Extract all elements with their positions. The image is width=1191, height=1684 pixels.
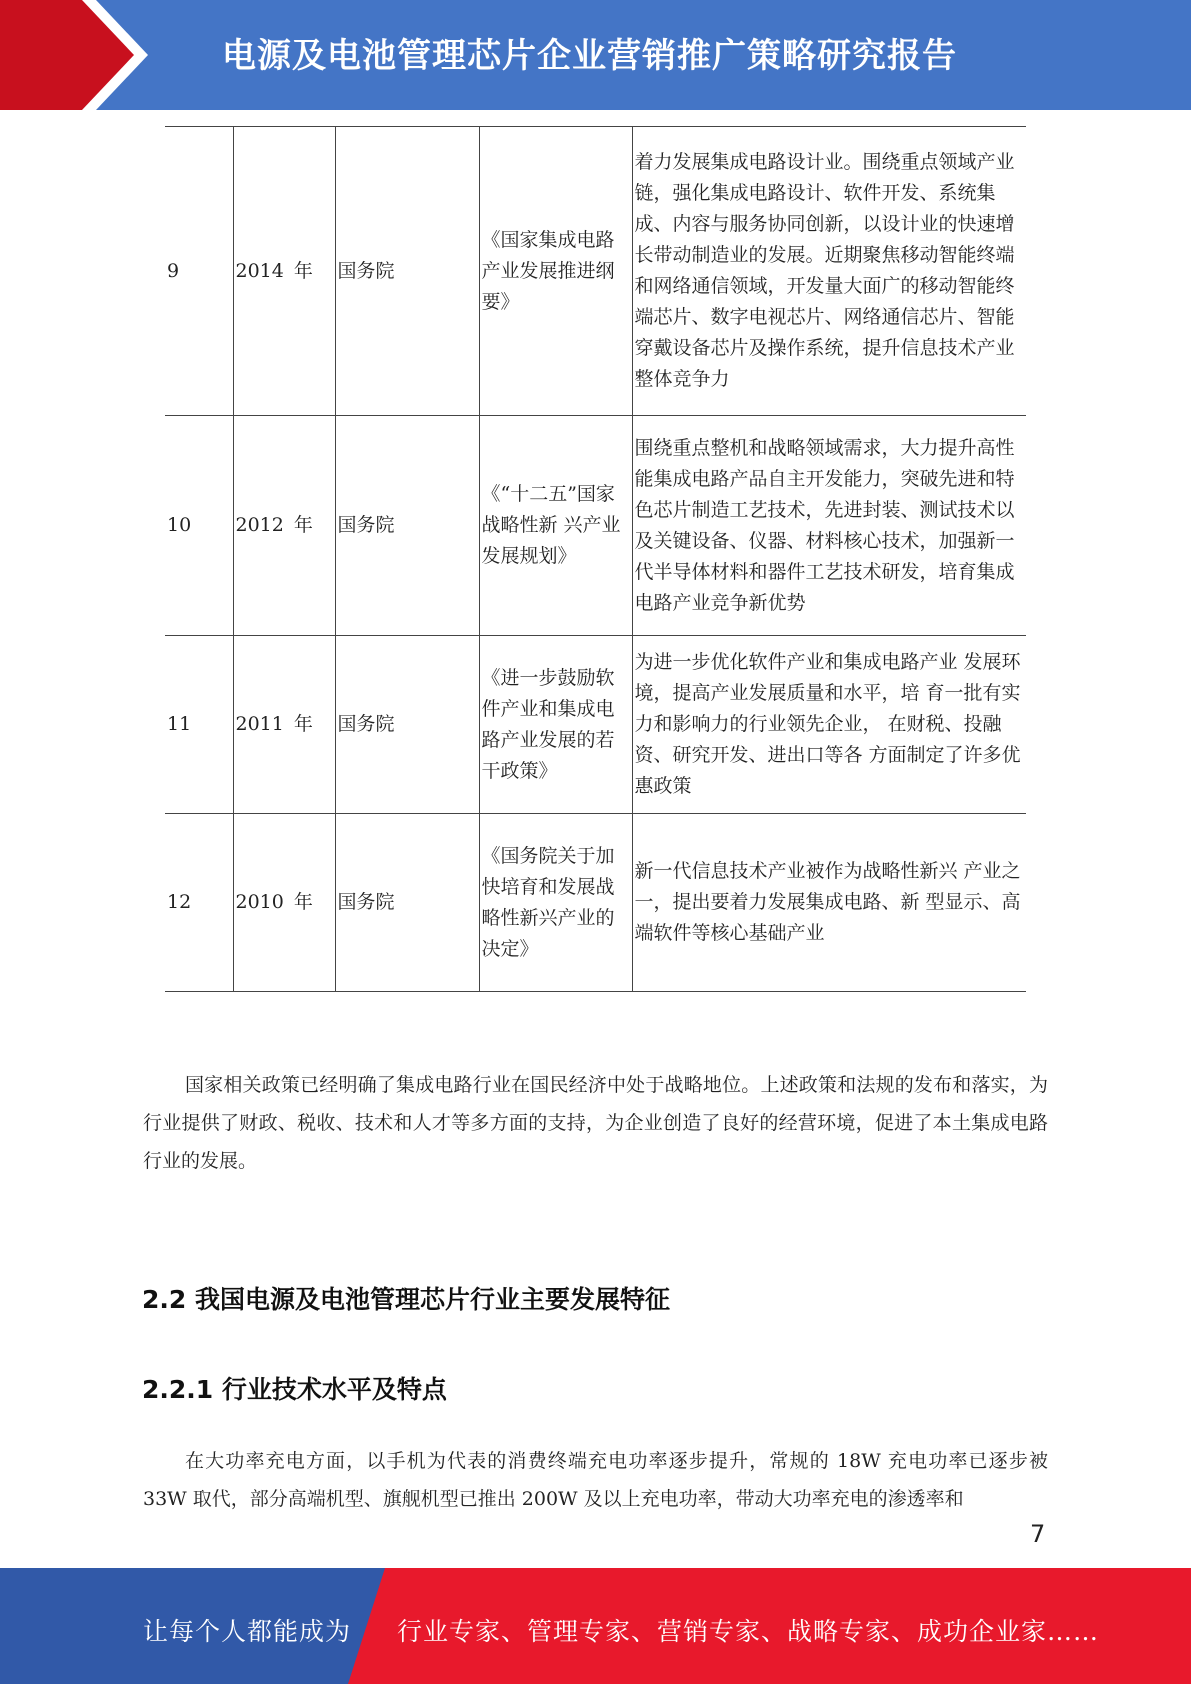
row-policy-content: 新一代信息技术产业被作为战略性新兴 产业之一，提出要着力发展集成电路、新 型显示、高端软件等核心基础产业 [632, 814, 1026, 992]
section-heading: 2.2 我国电源及电池管理芯片行业主要发展特征 [142, 1285, 670, 1314]
row-year: 2014 年 [233, 127, 335, 416]
row-issuer: 国务院 [335, 416, 479, 636]
table-row [165, 636, 1026, 814]
footer-slogan-right: 行业专家、管理专家、营销专家、战略专家、成功企业家…… [397, 1617, 1100, 1646]
body-paragraph: 国家相关政策已经明确了集成电路行业在国民经济中处于战略地位。上述政策和法规的发布和落实，为行业提供了财政、税收、技术和人才等多方面的支持，为企业创造了良好的经营环境，促进了本土集成电路行业的发展。 [143, 1074, 1048, 1172]
row-policy-name: 《进一步鼓励软件产业和集成电路产业发展的若干政策》 [479, 636, 632, 814]
row-year: 2010 年 [233, 814, 335, 992]
header-chevron-decoration [0, 0, 160, 110]
row-policy-name: 《“十二五”国家战略性新 兴产业发展规划》 [479, 416, 632, 636]
table-row [165, 416, 1026, 636]
row-number: 9 [165, 127, 233, 416]
row-number: 12 [165, 814, 233, 992]
row-number: 10 [165, 416, 233, 636]
footer-slogan-left: 让每个人都能成为 [143, 1617, 352, 1646]
row-issuer: 国务院 [335, 814, 479, 992]
row-issuer: 国务院 [335, 636, 479, 814]
page-header [0, 0, 1191, 110]
row-number: 11 [165, 636, 233, 814]
row-policy-name: 《国家集成电路产业发展推进纲要》 [479, 127, 632, 416]
table-row [165, 814, 1026, 992]
subsection-heading: 2.2.1 行业技术水平及特点 [142, 1375, 447, 1404]
policy-table [165, 126, 1026, 992]
body-paragraph: 在大功率充电方面，以手机为代表的消费终端充电功率逐步提升，常规的 18W 充电功率已逐步被 33W 取代，部分高端机型、旗舰机型已推出 200W 及以上充电功率，带动大功率充电的渗透率和 [143, 1450, 1048, 1510]
row-year: 2011 年 [233, 636, 335, 814]
page-footer [0, 1568, 1191, 1684]
page-number: 7 [1030, 1520, 1046, 1548]
row-year: 2012 年 [233, 416, 335, 636]
report-title: 电源及电池管理芯片企业营销推广策略研究报告 [222, 36, 957, 76]
row-policy-content: 围绕重点整机和战略领域需求，大力提升高性能集成电路产品自主开发能力，突破先进和特色芯片制造工艺技术，先进封装、测试技术以及关键设备、仪器、材料核心技术，加强新一代半导体材料和器件工艺技术研发，培育集成电路产业竞争新优势 [632, 416, 1026, 636]
table-row [165, 127, 1026, 416]
row-policy-content: 为进一步优化软件产业和集成电路产业 发展环境，提高产业发展质量和水平，培 育一批有实力和影响力的行业领先企业， 在财税、投融资、研究开发、进出口等各 方面制定了许多优惠政策 [632, 636, 1026, 814]
row-issuer: 国务院 [335, 127, 479, 416]
row-policy-name: 《国务院关于加快培育和发展战略性新兴产业的决定》 [479, 814, 632, 992]
row-policy-content: 着力发展集成电路设计业。围绕重点领域产业链，强化集成电路设计、软件开发、系统集成、内容与服务协同创新，以设计业的快速增长带动制造业的发展。近期聚焦移动智能终端和网络通信领域，开发量大面广的移动智能终端芯片、数字电视芯片、网络通信芯片、智能穿戴设备芯片及操作系统，提升信息技术产业整体竞争力 [632, 127, 1026, 416]
